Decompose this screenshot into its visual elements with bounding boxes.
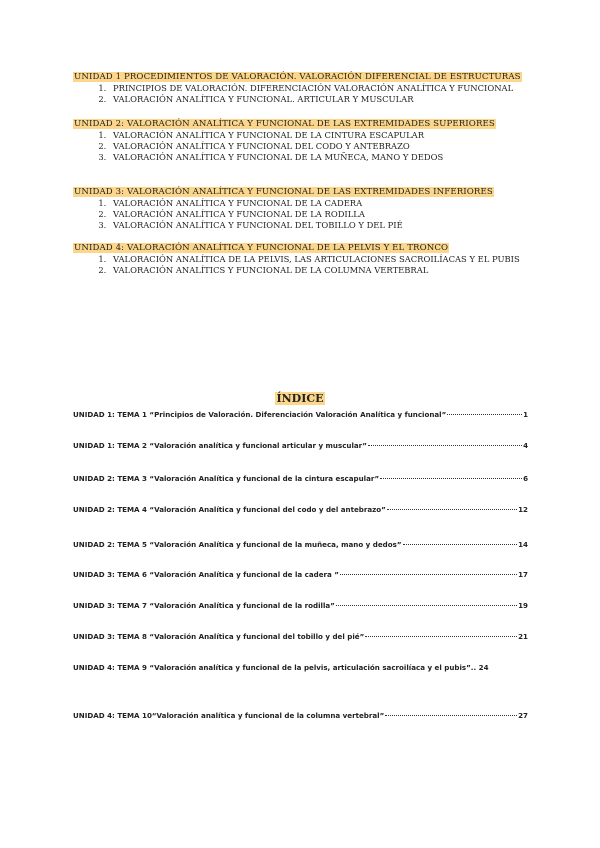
toc-leader: [447, 414, 522, 415]
toc-entry-text: UNIDAD 1: TEMA 2 “Valoración analítica y funcional articular y muscular”: [73, 441, 367, 450]
toc-entry-page: 19: [518, 601, 528, 610]
toc-leader: [340, 574, 517, 575]
units-list: [73, 72, 528, 284]
unit-title: UNIDAD 2: VALORACIÓN ANALÍTICA Y FUNCIONAL DE LAS EXTREMIDADES SUPERIORES: [74, 119, 495, 129]
toc-entry-text: UNIDAD 2: TEMA 4 “Valoración Analítica y funcional del codo y del antebrazo”: [73, 505, 386, 514]
toc-entry-text: UNIDAD 3: TEMA 6 “Valoración Analítica y funcional de la cadera ”: [73, 570, 339, 579]
toc-entry-page: 4: [523, 441, 528, 450]
unit-item: 2. VALORACIÓN ANALÍTICA Y FUNCIONAL DEL CODO Y ANTEBRAZO: [109, 141, 528, 152]
toc-entry-page: 12: [518, 505, 528, 514]
toc-leader: [385, 715, 517, 716]
toc-entry-page: 17: [518, 570, 528, 579]
toc-entry-text: UNIDAD 2: TEMA 5 “Valoración Analítica y funcional de la muñeca, mano y dedos”: [73, 540, 402, 549]
toc-entry-page: 24: [478, 663, 489, 672]
unit-item: 2. VALORACIÓN ANALÍTICA Y FUNCIONAL. ARTICULAR Y MUSCULAR: [109, 94, 528, 105]
toc-entry-text: UNIDAD 3: TEMA 8 “Valoración Analítica y funcional del tobillo y del pié”: [73, 632, 365, 641]
toc-entry[interactable]: [73, 474, 528, 484]
unit-item: 1. PRINCIPIOS DE VALORACIÓN. DIFERENCIACIÓN VALORACIÓN ANALÍTICA Y FUNCIONAL: [109, 83, 528, 94]
toc-entry-page: 14: [518, 540, 528, 549]
unit-title: UNIDAD 3: VALORACIÓN ANALÍTICA Y FUNCIONAL DE LAS EXTREMIDADES INFERIORES: [74, 187, 493, 197]
toc-entry-text: UNIDAD 4: TEMA 9 “Valoración analítica y funcional de la pelvis, articulación sacroilíaca y el pubis”..: [73, 663, 477, 672]
toc-leader: [368, 445, 522, 446]
unit-item: 3. VALORACIÓN ANALÍTICA Y FUNCIONAL DE LA MUÑECA, MANO Y DEDOS: [109, 152, 528, 163]
toc-entry[interactable]: [73, 711, 528, 721]
unit-1: [73, 72, 528, 105]
index-title: ÍNDICE: [276, 392, 324, 405]
toc-entry-text: UNIDAD 1: TEMA 1 “Principios de Valoración. Diferenciación Valoración Analítica y funcional”: [73, 410, 447, 419]
toc-entry[interactable]: [73, 540, 528, 550]
unit-item: 3. VALORACIÓN ANALÍTICA Y FUNCIONAL DEL TOBILLO Y DEL PIÉ: [109, 220, 528, 231]
toc-entry[interactable]: [73, 410, 528, 420]
unit-items: [73, 130, 528, 163]
toc-entry-page: 1: [523, 410, 528, 419]
toc-leader: [336, 605, 517, 606]
toc-entry[interactable]: [73, 441, 528, 451]
unit-item: 1. VALORACIÓN ANALÍTICA Y FUNCIONAL DE LA CADERA: [109, 198, 528, 209]
unit-4: [73, 243, 528, 276]
toc-entry-text: UNIDAD 4: TEMA 10“Valoración analítica y funcional de la columna vertebral”: [73, 711, 385, 720]
unit-title: UNIDAD 1 PROCEDIMIENTOS DE VALORACIÓN. VALORACIÓN DIFERENCIAL DE ESTRUCTURAS: [74, 72, 521, 82]
toc-entry-text: UNIDAD 2: TEMA 3 “Valoración Analítica y funcional de la cintura escapular”: [73, 474, 380, 483]
unit-item: 1. VALORACIÓN ANALÍTICA DE LA PELVIS, LAS ARTICULACIONES SACROILÍACAS Y EL PUBIS: [109, 254, 528, 265]
toc-entry[interactable]: [73, 505, 528, 515]
toc-entry-page: 27: [518, 711, 528, 720]
toc-leader: [365, 636, 517, 637]
unit-item: 1. VALORACIÓN ANALÍTICA Y FUNCIONAL DE LA CINTURA ESCAPULAR: [109, 130, 528, 141]
toc-entry[interactable]: [73, 601, 528, 611]
toc-entry[interactable]: [73, 663, 528, 673]
toc-entry[interactable]: [73, 570, 528, 580]
toc-entry-page: 21: [518, 632, 528, 641]
unit-3: [73, 187, 528, 231]
unit-items: [73, 83, 528, 105]
toc-leader: [403, 544, 518, 545]
unit-item: 2. VALORACIÓN ANALÍTICS Y FUNCIONAL DE LA COLUMNA VERTEBRAL: [109, 265, 528, 276]
unit-2: [73, 119, 528, 163]
unit-items: [73, 254, 528, 276]
toc-entry-page: 6: [523, 474, 528, 483]
toc-entry-text: UNIDAD 3: TEMA 7 “Valoración Analítica y funcional de la rodilla”: [73, 601, 335, 610]
toc-leader: [387, 509, 517, 510]
toc-leader: [380, 478, 522, 479]
unit-items: [73, 198, 528, 231]
toc-entry[interactable]: [73, 632, 528, 642]
unit-item: 2. VALORACIÓN ANALÍTICA Y FUNCIONAL DE LA RODILLA: [109, 209, 528, 220]
unit-title: UNIDAD 4: VALORACIÓN ANALÍTICA Y FUNCIONAL DE LA PELVIS Y EL TRONCO: [74, 243, 449, 253]
